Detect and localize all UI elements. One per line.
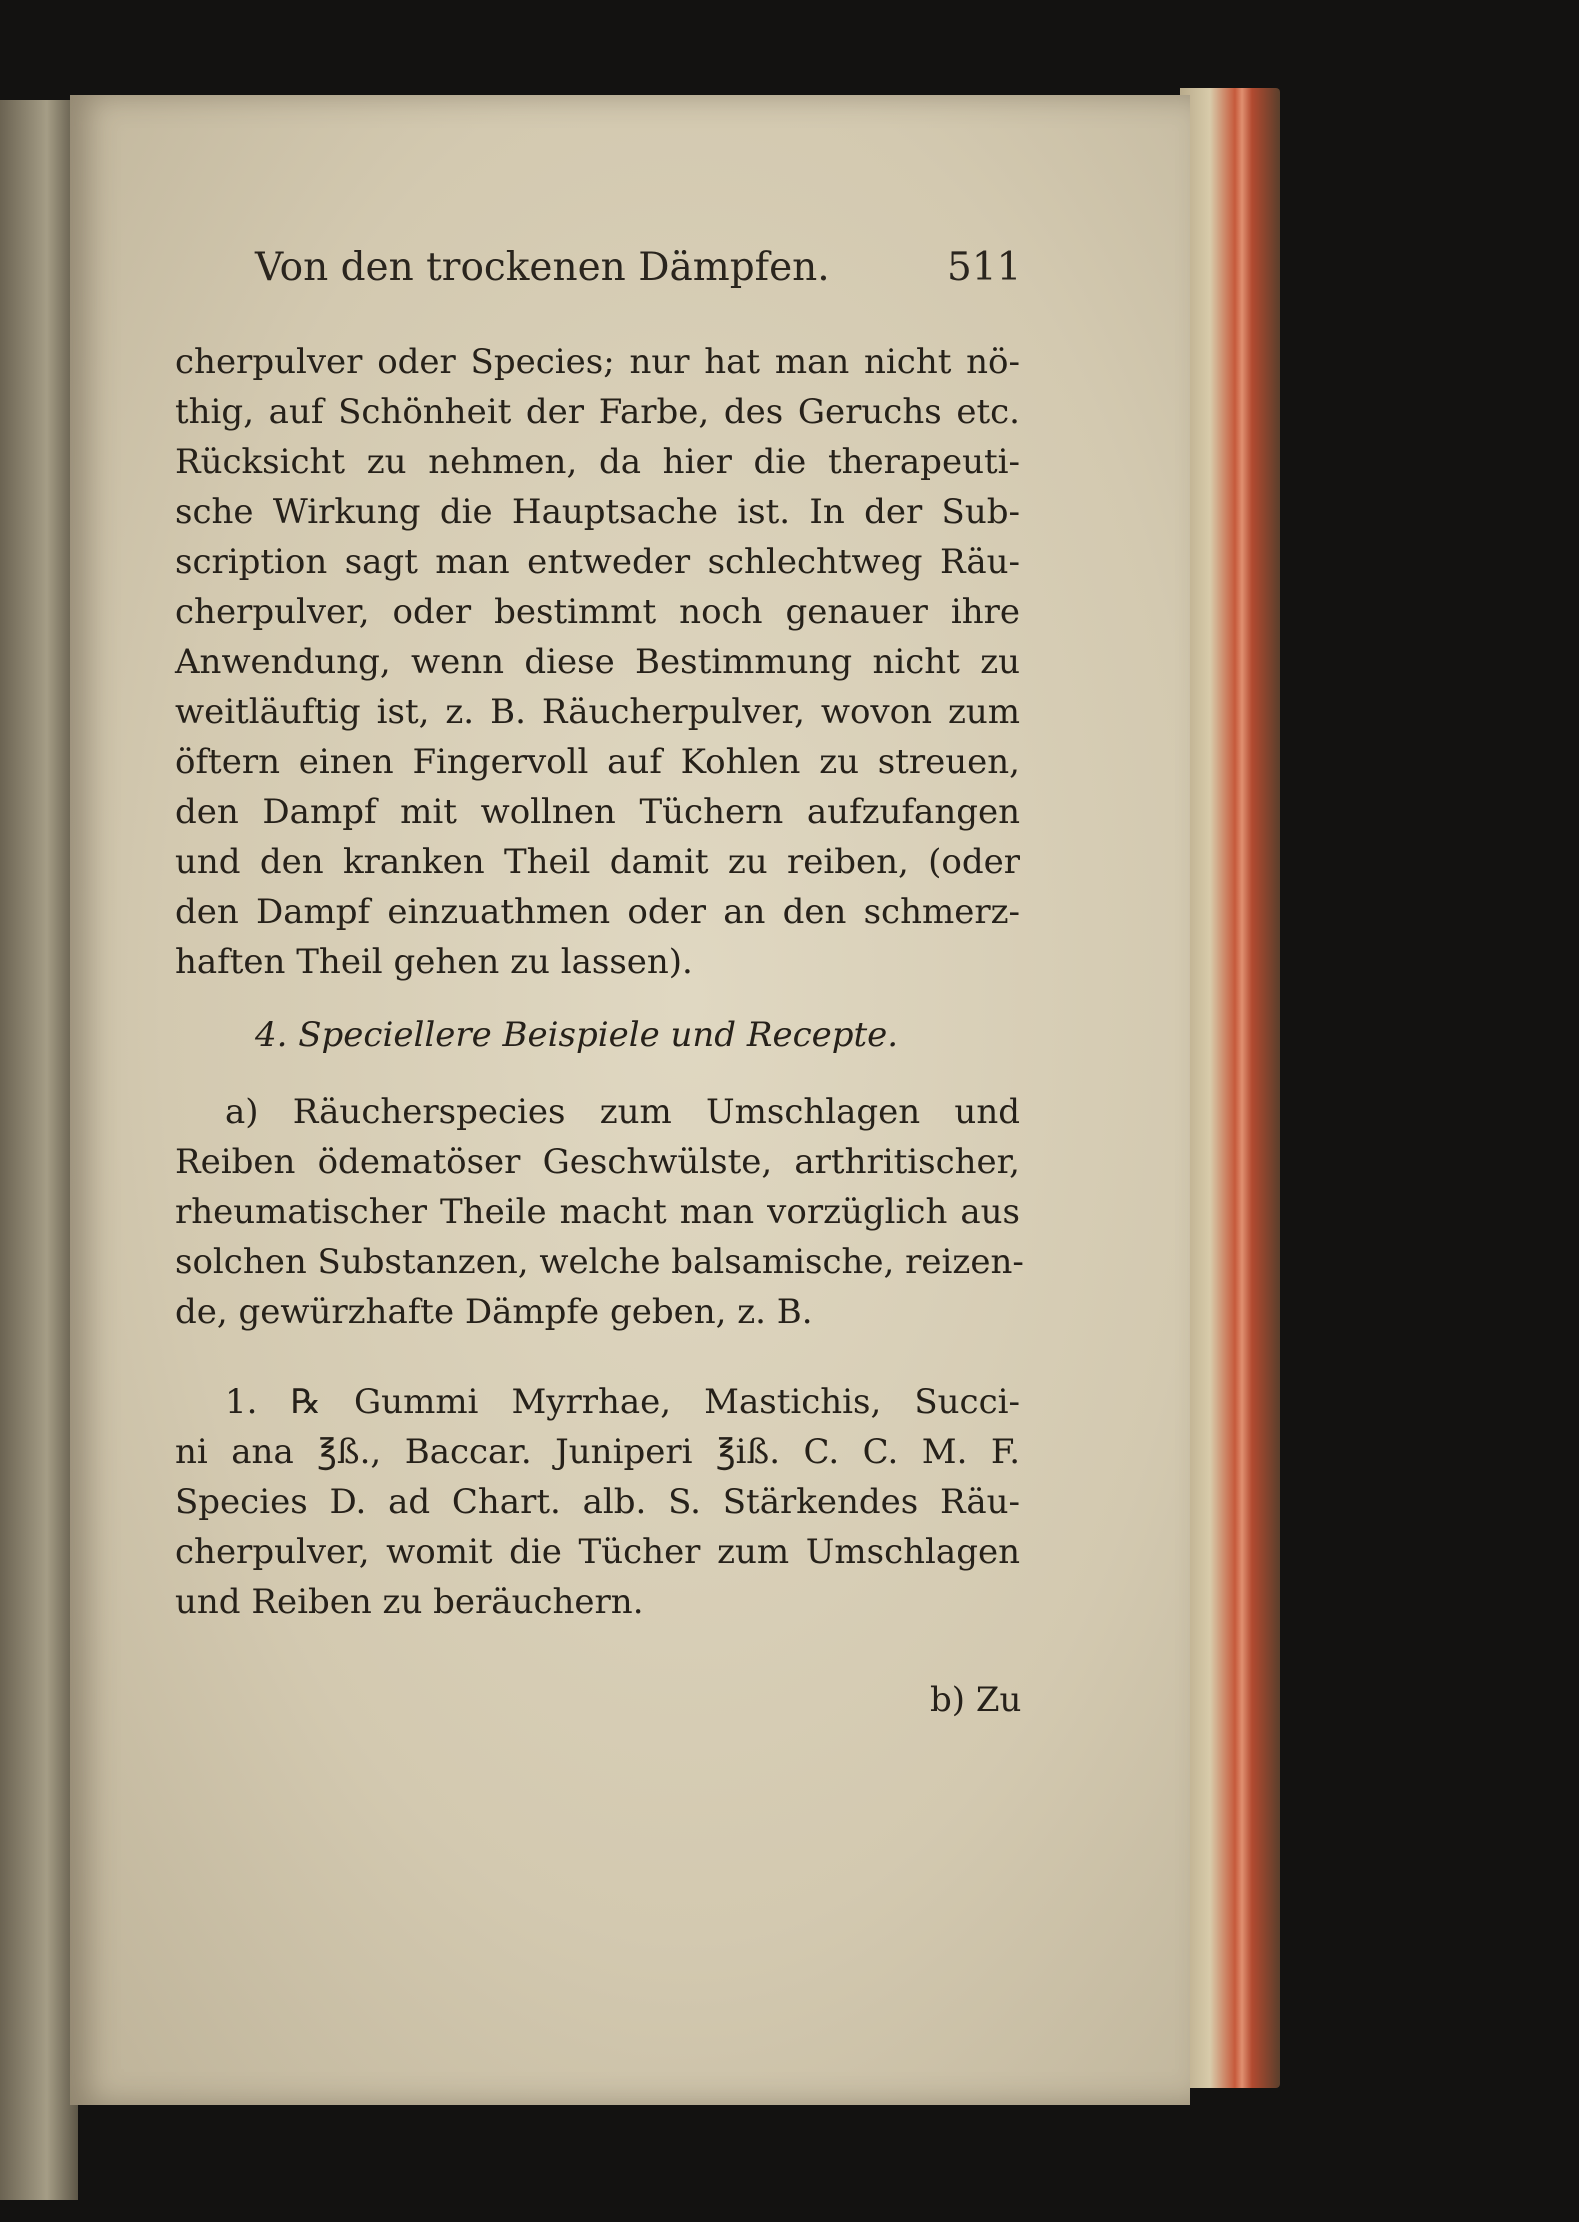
- text-line: den Dampf mit wollnen Tüchern aufzufangen: [175, 792, 1020, 832]
- text-line: Reiben ödematöser Geschwülste, arthritischer,: [175, 1142, 1020, 1182]
- text-line: Anwendung, wenn diese Bestimmung nicht zu: [175, 642, 1020, 682]
- text-line: scription sagt man entweder schlechtweg Räu-: [175, 542, 1020, 582]
- running-head: [255, 245, 1055, 290]
- recipe-line: und Reiben zu beräuchern.: [175, 1582, 644, 1622]
- book-page: [70, 95, 1190, 2105]
- recipe-line: Species D. ad Chart. alb. S. Stärkendes Räu-: [175, 1482, 1020, 1522]
- catchword: b) Zu: [930, 1680, 1022, 1720]
- text-line: weitläuftig ist, z. B. Räucherpulver, wovon zum: [175, 692, 1020, 732]
- facing-page-edge: [0, 100, 78, 2200]
- text-line: de, gewürzhafte Dämpfe geben, z. B.: [175, 1292, 813, 1332]
- recipe-line: 1. ℞ Gummi Myrrhae, Mastichis, Succi-: [225, 1382, 1020, 1422]
- text-line: sche Wirkung die Hauptsache ist. In der Sub-: [175, 492, 1020, 532]
- text-line: a) Räucherspecies zum Umschlagen und: [225, 1092, 1020, 1132]
- text-line: den Dampf einzuathmen oder an den schmerz-: [175, 892, 1020, 932]
- text-line: cherpulver, oder bestimmt noch genauer ihre: [175, 592, 1020, 632]
- section-heading: 4. Speciellere Beispiele und Recepte.: [255, 1015, 899, 1055]
- text-line: öftern einen Fingervoll auf Kohlen zu streuen,: [175, 742, 1020, 782]
- text-line: thig, auf Schönheit der Farbe, des Geruchs etc.: [175, 392, 1020, 432]
- text-line: und den kranken Theil damit zu reiben, (oder: [175, 842, 1020, 882]
- text-line: solchen Substanzen, welche balsamische, reizen-: [175, 1242, 1024, 1282]
- book-fore-edge: [1180, 88, 1280, 2088]
- text-line: rheumatischer Theile macht man vorzüglich aus: [175, 1192, 1020, 1232]
- text-line: cherpulver oder Species; nur hat man nicht nö-: [175, 342, 1020, 382]
- recipe-line: ni ana ℥ß., Baccar. Juniperi ℥iß. C. C. M. F.: [175, 1432, 1020, 1472]
- recipe-line: cherpulver, womit die Tücher zum Umschlagen: [175, 1532, 1020, 1572]
- text-line: Rücksicht zu nehmen, da hier die therapeuti-: [175, 442, 1020, 482]
- running-title: Von den trockenen Dämpfen.: [255, 245, 830, 290]
- text-line: haften Theil gehen zu lassen).: [175, 942, 693, 982]
- page-number: 511: [947, 245, 1022, 290]
